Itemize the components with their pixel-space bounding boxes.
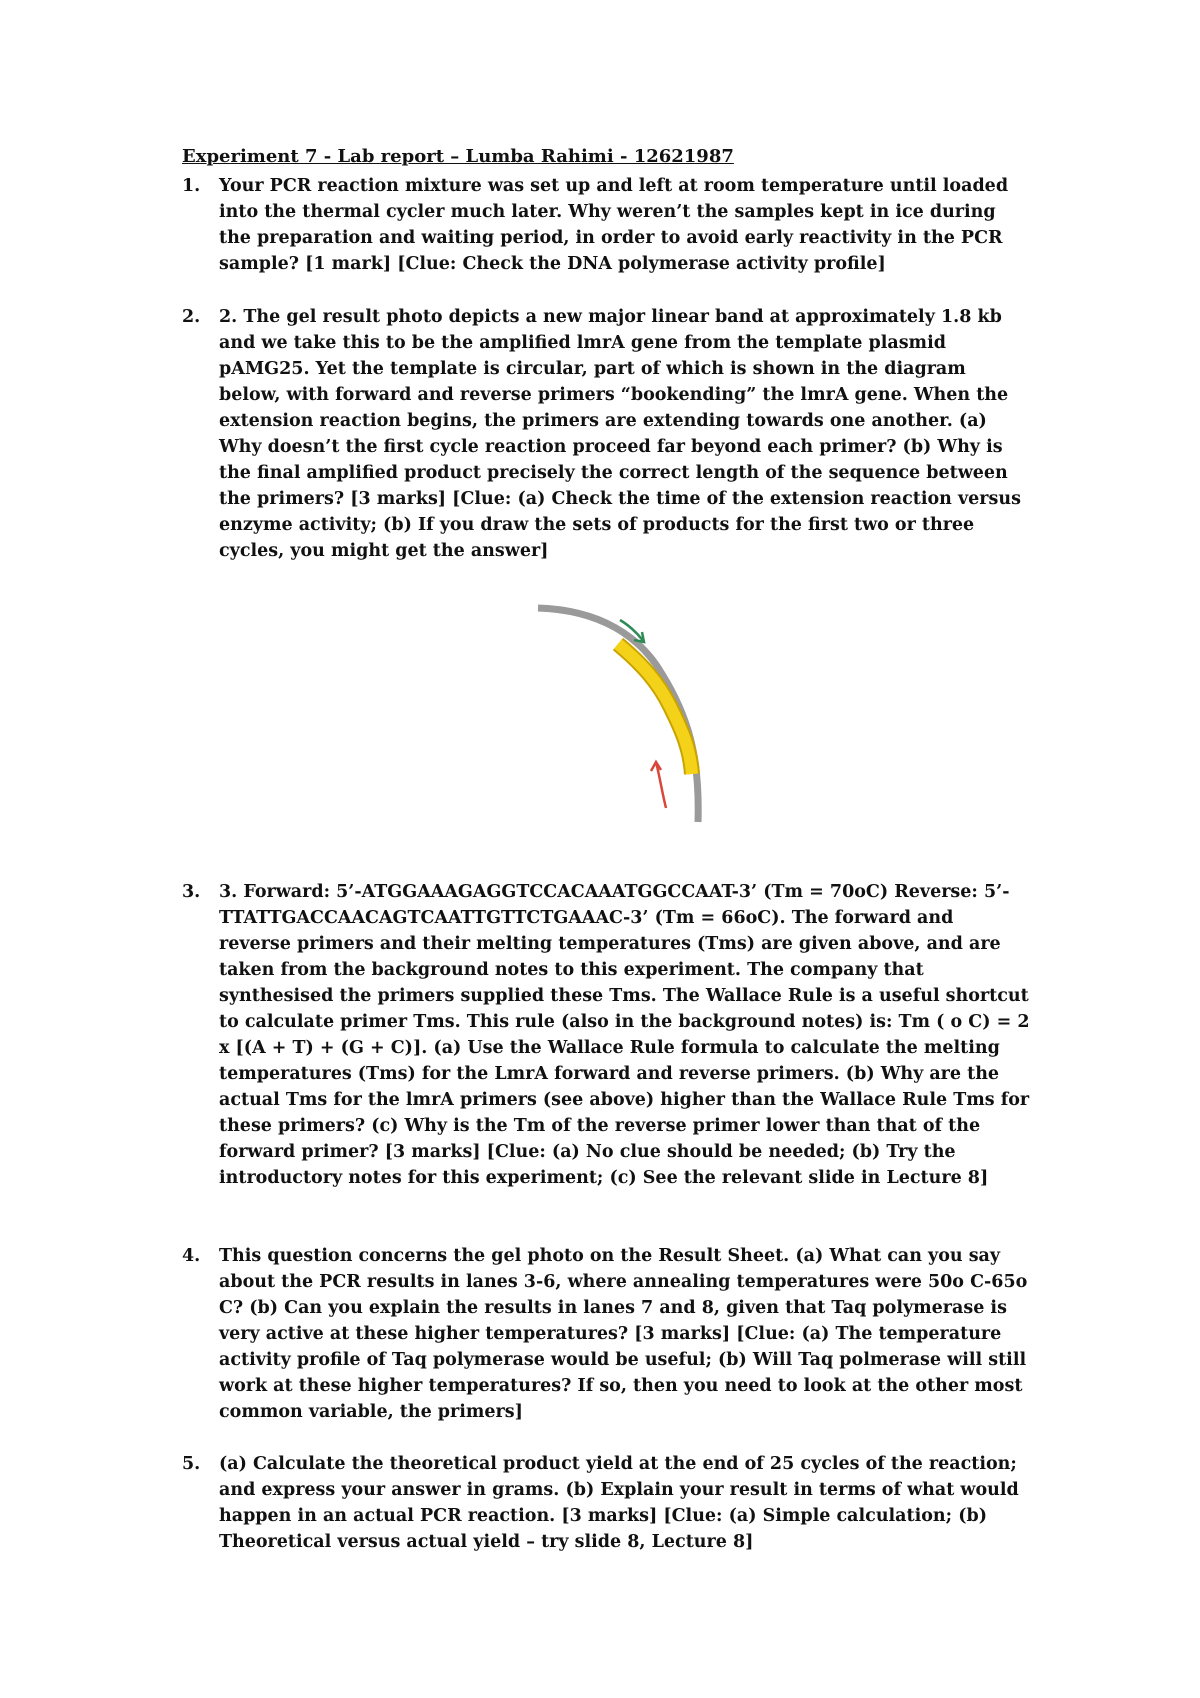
question-number: 2. [182, 307, 201, 327]
question-4 [182, 1243, 1032, 1425]
question-text: (a) Calculate the theoretical product yield at the end of 25 cycles of the reaction; and express your answer in grams. (b) Explain your result in terms of what would happen in an actual PCR reaction. [3 marks] [Clue: (a) Simple calculation; (b) Theoretical versus actual yield – try slide 8, Lecture 8] [219, 1454, 1019, 1552]
question-number: 3. [182, 882, 201, 902]
question-number: 1. [182, 176, 201, 196]
question-5 [182, 1451, 1032, 1555]
question-number: 5. [182, 1454, 201, 1474]
question-text: 2. The gel result photo depicts a new major linear band at approximately 1.8 kb and we take this to be the amplified lmrA gene from the template plasmid pAMG25. Yet the template is circular, part of which is shown in the diagram below, with forward and reverse primers “bookending” the lmrA gene. When the extension reaction begins, the primers are extending towards one another. (a) Why doesn’t the first cycle reaction proceed far beyond each primer? (b) Why is the final amplified product precisely the correct length of the sequence between the primers? [3 marks] [Clue: (a) Check the time of the extension reaction versus enzyme activity; (b) If you draw the sets of products for the first two or three cycles, you might get the answer] [219, 307, 1021, 561]
question-2 [182, 304, 1032, 564]
question-3 [182, 879, 1032, 1191]
question-text: Your PCR reaction mixture was set up and left at room temperature until loaded into the thermal cycler much later. Why weren’t the samples kept in ice during the preparation and waiting period, in order to avoid early reactivity in the PCR sample? [1 mark] [Clue: Check the DNA polymerase activity profile] [219, 176, 1009, 274]
document-title: Experiment 7 - Lab report – Lumba Rahimi - 12621987 [182, 146, 734, 167]
question-1 [182, 173, 1032, 277]
question-text: This question concerns the gel photo on the Result Sheet. (a) What can you say about the PCR results in lanes 3-6, where annealing temperatures were 50o C-65o C? (b) Can you explain the results in lanes 7 and 8, given that Taq polymerase is very active at these higher temperatures? [3 marks] [Clue: (a) The temperature activity profile of Taq polymerase would be useful; (b) Will Taq polmerase will still work at these higher temperatures? If so, then you need to look at the other most common variable, the primers] [219, 1246, 1028, 1422]
plasmid-diagram [520, 596, 720, 826]
question-number: 4. [182, 1246, 201, 1266]
question-text: 3. Forward: 5’-ATGGAAAGAGGTCCACAAATGGCCAAT-3’ (Tm = 70oC) Reverse: 5’-TTATTGACCAACAGTCAATTGTTCTGAAAC-3’ (Tm = 66oC). The forward and reverse primers and their melting temperatures (Tms) are given above, and are taken from the background notes to this experiment. The company that synthesised the primers supplied these Tms. The Wallace Rule is a useful shortcut to calculate primer Tms. This rule (also in the background notes) is: Tm ( o C) = 2 x [(A + T) + (G + C)]. (a) Use the Wallace Rule formula to calculate the melting temperatures (Tms) for the LmrA forward and reverse primers. (b) Why are the actual Tms for the lmrA primers (see above) higher than the Wallace Rule Tms for these primers? (c) Why is the Tm of the reverse primer lower than that of the forward primer? [3 marks] [Clue: (a) No clue should be needed; (b) Try the introductory notes for this experiment; (c) See the relevant slide in Lecture 8] [219, 882, 1030, 1188]
